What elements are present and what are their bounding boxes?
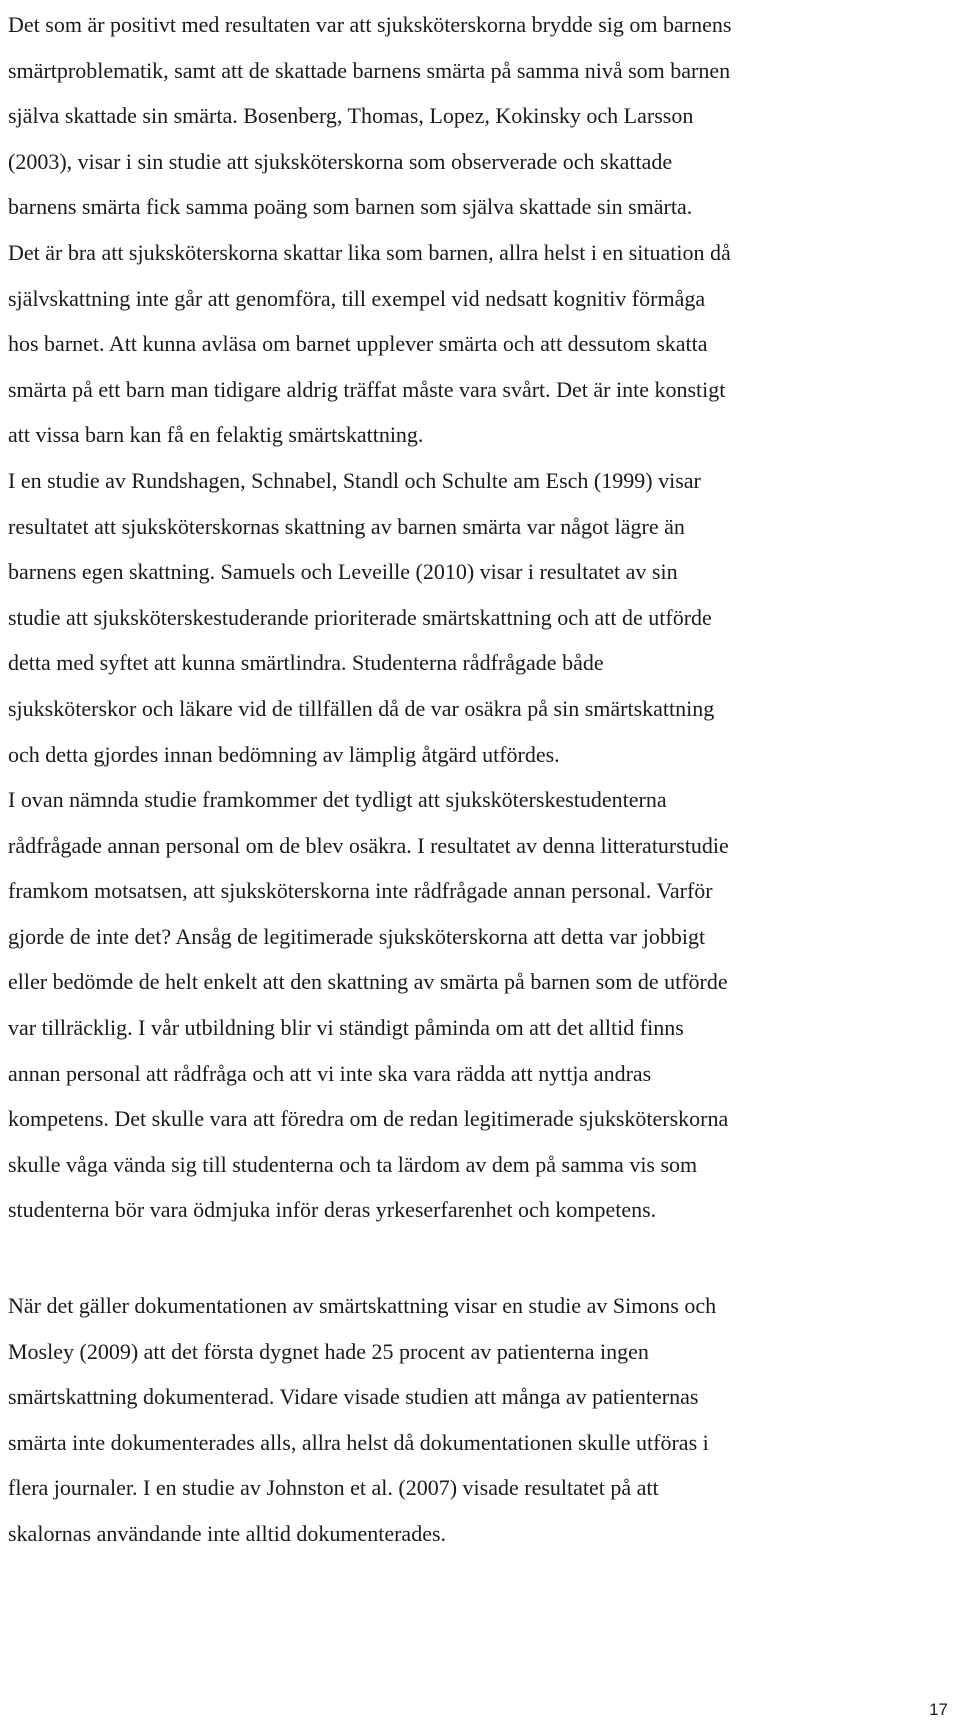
text-line: I ovan nämnda studie framkommer det tydligt att sjuksköterskestudenterna (8, 787, 667, 813)
text-line: (2003), visar i sin studie att sjuksköterskorna som observerade och skattade (8, 148, 673, 174)
text-line: detta med syftet att kunna smärtlindra. Studenterna rådfrågade både (8, 650, 604, 676)
text-line: kompetens. Det skulle vara att föredra om de redan legitimerade sjuksköterskorna (8, 1106, 729, 1132)
text-line: annan personal att rådfråga och att vi inte ska vara rädda att nyttja andras (8, 1060, 652, 1086)
page-number: 17 (929, 1700, 948, 1719)
text-line: skulle våga vända sig till studenterna och ta lärdom av dem på samma vis som (8, 1151, 698, 1177)
text-line: studie att sjuksköterskestuderande prioriterade smärtskattning och att de utförde (8, 604, 712, 630)
text-line: smärta inte dokumenterades alls, allra helst då dokumentationen skulle utföras i (8, 1429, 709, 1455)
text-line: Mosley (2009) att det första dygnet hade 25 procent av patienterna ingen (8, 1338, 649, 1364)
text-line: resultatet att sjuksköterskornas skattning av barnen smärta var något lägre än (8, 513, 685, 539)
text-line: I en studie av Rundshagen, Schnabel, Standl och Schulte am Esch (1999) visar (8, 467, 701, 493)
body-text-block-2 (8, 1283, 952, 1557)
text-line: barnens smärta fick samma poäng som barnen som själva skattade sin smärta. (8, 194, 693, 220)
text-line: gjorde de inte det? Ansåg de legitimerade sjuksköterskorna att detta var jobbigt (8, 923, 706, 949)
text-line: själva skattade sin smärta. Bosenberg, Thomas, Lopez, Kokinsky och Larsson (8, 103, 694, 129)
text-line: skalornas användande inte alltid dokumenterades. (8, 1520, 447, 1546)
text-line: framkom motsatsen, att sjuksköterskorna inte rådfrågade annan personal. Varför (8, 878, 713, 904)
text-line: smärtproblematik, samt att de skattade barnens smärta på samma nivå som barnen (8, 57, 731, 83)
text-line: sjuksköterskor och läkare vid de tillfällen då de var osäkra på sin smärtskattning (8, 695, 715, 721)
text-line: flera journaler. I en studie av Johnston et al. (2007) visade resultatet på att (8, 1475, 659, 1501)
text-line: smärtskattning dokumenterad. Vidare visade studien att många av patienternas (8, 1384, 699, 1410)
text-line: Det är bra att sjuksköterskorna skattar lika som barnen, allra helst i en situation då (8, 239, 731, 265)
text-line: rådfrågade annan personal om de blev osäkra. I resultatet av denna litteraturstudie (8, 832, 729, 858)
text-line: eller bedömde de helt enkelt att den skattning av smärta på barnen som de utförde (8, 969, 728, 995)
text-line: barnens egen skattning. Samuels och Leveille (2010) visar i resultatet av sin (8, 559, 678, 585)
text-line: När det gäller dokumentationen av smärtskattning visar en studie av Simons och (8, 1293, 717, 1318)
text-line: studenterna bör vara ödmjuka inför deras yrkeserfarenhet och kompetens. (8, 1197, 657, 1223)
text-line: att vissa barn kan få en felaktig smärtskattning. (8, 422, 424, 448)
text-line: hos barnet. Att kunna avläsa om barnet upplever smärta och att dessutom skatta (8, 331, 708, 357)
text-line: smärta på ett barn man tidigare aldrig träffat måste vara svårt. Det är inte konstigt (8, 376, 726, 402)
body-text-block-1 (8, 2, 952, 1233)
text-line: självskattning inte går att genomföra, till exempel vid nedsatt kognitiv förmåga (8, 285, 706, 311)
text-line: och detta gjordes innan bedömning av lämplig åtgärd utfördes. (8, 741, 560, 767)
text-line: Det som är positivt med resultaten var att sjuksköterskorna brydde sig om barnens (8, 12, 732, 37)
text-line: var tillräcklig. I vår utbildning blir vi ständigt påminda om att det alltid finns (8, 1015, 684, 1041)
